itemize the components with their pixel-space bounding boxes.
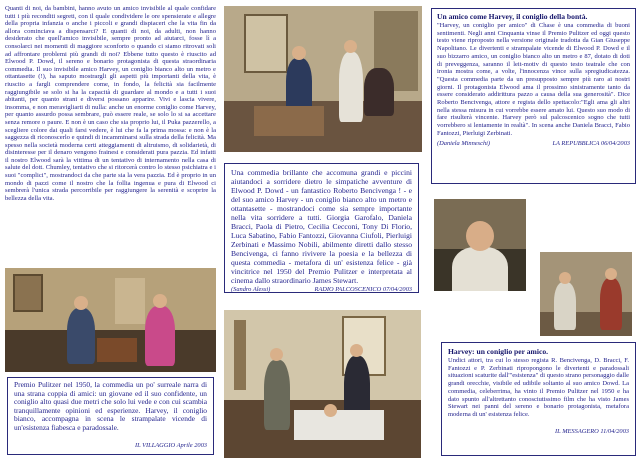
stage-photo-actor (434, 199, 526, 291)
review-messaggero-title: Harvey: un coniglio per amico. (448, 347, 549, 356)
review-repubblica-text: "Harvey, un coniglio per amico" di Chase è una commedia di buoni sentimenti. Negli anni Cinquanta vinse il Premio Pulitzer ed oggi questo testo viene riproposto nella versione originale tradotta da Gian Giuseppe Napolitano. Le divertenti e strampalate vicende di Elwood P. Dowd e il suo bizzarro amico, un coniglio bianco alto un metro e 87, dotato di doti di preveggenza, saranno il leit-motiv di questo testo teatrale che con ironia mostra come, a volte, l'innocenza vince sulla spregiudicatezza. "Questa commedia parte da un presupposto sempre più raro ai nostri giorni. Il protagonista Elwood ama il prossimo sinistramente tanto da essere considerato addirittura pazzo a causa della sua generosità". Dice Roberto Bencivenga, attore e regista dello spettacolo:"Egli ama gli altri nella stessa misura in cui vorrebbe essere amato lui. Questo suo modo di fare risulterà vincente. Harvey però sul palcoscenico sogno che tutti vorrebbero si lentamente in realtà". In scena anche Daniela Bracci, Fabio Fantozzi, Pierluigi Zerbinati. (437, 22, 630, 137)
review-repubblica-title: Un amico come Harvey, il coniglio della bontà. (437, 12, 588, 21)
review-repubblica (431, 8, 636, 184)
review-radio-author: (Sandro Alessi) (231, 286, 271, 293)
review-villaggio-text: Premio Pulitzer nel 1950, la commedia un po' surreale narra di una strana coppia di amici: un giovane ed il suo confidente, un coniglio alto quasi due metri che solo lui vede e con cui scambia tranquillamente opinioni ed esperienze. Harvey, il coniglio bianco, accompagna in scena le strampalate vicende di un'esistenza fiabesca e paradossale. (14, 380, 207, 432)
review-radio-source: RADIO PALCOSCENICO 07/04/2003 (314, 286, 412, 293)
stage-photo-left (5, 268, 216, 372)
review-il-messaggero (441, 342, 636, 456)
review-radio-text: Una commedia brillante che accomuna grandi e piccini aiutandoci a sorridere dietro le simpatiche avventure di Elwood P. Dowd - un fantastico Roberto Bencivenga ! - e del suo amico Harvey - un coniglio bianco alto un metro e ottantasette - mostrandoci come sia sempre importante nella vita sorridere a tutti. Giorgia Garofalo, Daniela Bracci, Paola di Pietro, Cecilia Cecconi, Tony Di Florio, Luca Sabatino, Fabio Fantozzi, Giovanna Ciufoli, Pierluigi Zerbinati e Massimo Nobili, abilmente diretti dallo stesso Bencivenga, ci fanno rivivere la poesia e la bellezza di questa commedia - metafora di un' esistenza felice - già vincitrice nel 1950 del Premio Pulitzer e interpretata al cinema dallo straordinario James Stewart. (231, 168, 412, 285)
review-villaggio-source: IL VILLAGGIO Aprile 2003 (134, 441, 207, 449)
stage-photo-top (224, 6, 422, 152)
stage-photo-bottom (224, 310, 421, 458)
review-repubblica-source: LA REPUBBLICA 06/04/2003 (552, 139, 630, 147)
stage-photo-pair (540, 252, 632, 336)
review-repubblica-author: (Daniela Minneschi) (437, 139, 491, 147)
review-messaggero-text: Undici attori, tra cui lo stesso regista R. Bencivenga, D. Bracci, F. Fantozzi e P. Zerbinati ripropongono le divertenti e paradossali situazioni scaturite dall'"esistenza" di questo strano personaggio dalle grandi orecchie, visibile ed udibile soltanto al suo amico Dowd. La commedia, celeberrima, ha vinto il Premio Pulitzer nel 1950 e ha dato spunto all'altrettanto conosciutissimo film che ha visto James Stewart nei panni del sereno e bonario protagonista, metafora moderna di un' esistenza felice. (448, 357, 629, 418)
left-article-text: Quanti di noi, da bambini, hanno avuto un amico invisibile al quale confidare tutti i più reconditi segreti, con il quale condividere le ore spensierate e allegre della propria infanzia o anche i piccoli e grandi dispiaceri che la vita fin da allora cominciava a dispensarci? E quanti di noi, da adulti, non hanno desiderato che quell'amico invisibile, sempre pronto ad aiutarci, fosse lì a consolarci nei momenti di maggiore sconforto o quando ci siamo ritrovati soli ad affrontare problemi più grandi di noi? Ebbene tutto questo è riuscito ad Elwood P. Dowd, il sereno e bonario protagonista di questa straordinaria commedia. Il suo invisibile amico Harvey, un coniglio bianco alto un metro e ottantasette (!), ha saputo mostrargli gli aspetti più importanti della vita, è riuscito a fargli comprendere come, in fondo, la felicità sia facilmente raggiungibile se solo si ha la capacità di guardare al mondo e a tutti i suoi abitanti, per quanto strani e diversi possano apparire. Vivi e lascia vivere, insomma, e non meravigliarti di nulla: anche un enorme coniglio come Harvey, per quanto assurdo possa sembrare, può essere reale, se solo lo si sa accettare senza remore o paure. E non è un caso che sia proprio lui, il Puka pazzerello, a scegliere colore dai quali farsi vedere, è lui che fa la prima mossa: e non è la saggezza di riconoscerlo e quindi di incamminarsi sulla strada della felicità. Ma spesso nella società moderna certi atteggiamenti di altruismo, di solidarietà, di disinteresse per il denaro vengono frainesi e considerati pura pazzia. Ed infatti il nostro Elwood sarà la vittima di un tentativo di internamento nella casa di salute del dott. Chumley, tentativo che si ritorcerà contro lo stesso psichiatra e i suoi "complici", mostrandoci da che parte sia la vera pazzia. Ed è proprio in un mondo di pazzi come il nostro che la follia ingenua e pura di Elwood ci sembrerà l'unica strada percorribile per raggiungere la serenità e scoprire la bellezza della vita. (5, 5, 216, 202)
review-radio-palcoscenico (224, 163, 419, 293)
review-messaggero-source: IL MESSAGERO 11/04/2003 (555, 427, 629, 435)
review-il-villaggio (7, 377, 214, 455)
